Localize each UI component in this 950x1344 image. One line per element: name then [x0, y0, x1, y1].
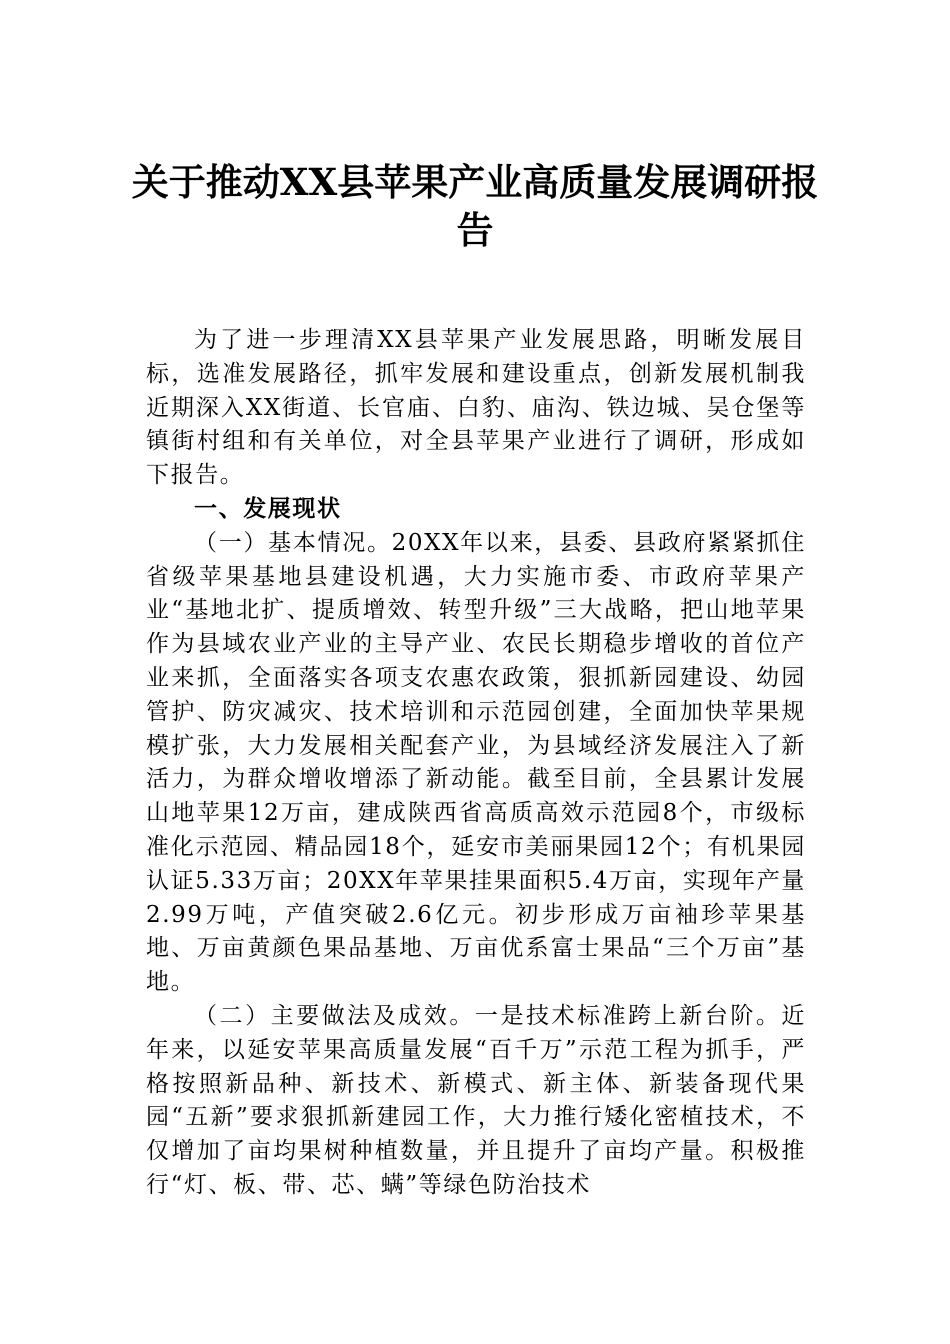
document-title-line-2: 告 [456, 208, 494, 252]
section-heading-development-status: 一、发展现状 [194, 495, 342, 522]
paragraph-basic-situation: （一）基本情况。20XX年以来，县委、县政府紧紧抓住省级苹果基地县建设机遇，大力实施市委、市政府苹果产业“基地北扩、提质增效、转型升级”三大战略，把山地苹果作为县域农业产业的主导产业、农民长期稳步增收的首位产业来抓，全面落实各项支农惠农政策，狠抓新园建设、幼园管护、防灾减灾、技术培训和示范园创建，全面加快苹果规模扩张，大力发展相关配套产业，为县域经济发展注入了新活力，为群众增收增添了新动能。截至目前，全县累计发展山地苹果12万亩，建成陕西省高质高效示范园8个，市级标准化示范园、精品园18个，延安市美丽果园12个；有机果园认证5.33万亩；20XX年苹果挂果面积5.4万亩，实现年产量2.99万吨，产值突破2.6亿元。初步形成万亩袖珍苹果基地、万亩黄颜色果品基地、万亩优系富士果品“三个万亩”基地。 [146, 529, 806, 996]
document-title-line-1: 关于推动XX县苹果产业高质量发展调研报 [131, 160, 819, 204]
paragraph-main-measures: （二）主要做法及成效。一是技术标准跨上新台阶。近年来，以延安苹果高质量发展“百千万”示范工程为抓手，严格按照新品种、新技术、新模式、新主体、新装备现代果园“五新”要求狠抓新建园工作，大力推行矮化密植技术，不仅增加了亩均果树种植数量，并且提升了亩均产量。积极推行“灯、板、带、芯、螨”等绿色防治技术 [146, 1002, 806, 1198]
intro-paragraph: 为了进一步理清XX县苹果产业发展思路，明晰发展目标，选准发展路径，抓牢发展和建设重点，创新发展机制我近期深入XX街道、长官庙、白豹、庙沟、铁边城、吴仓堡等镇街村组和有关单位，对全县苹果产业进行了调研，形成如下报告。 [146, 327, 806, 489]
document-body [146, 324, 806, 1203]
